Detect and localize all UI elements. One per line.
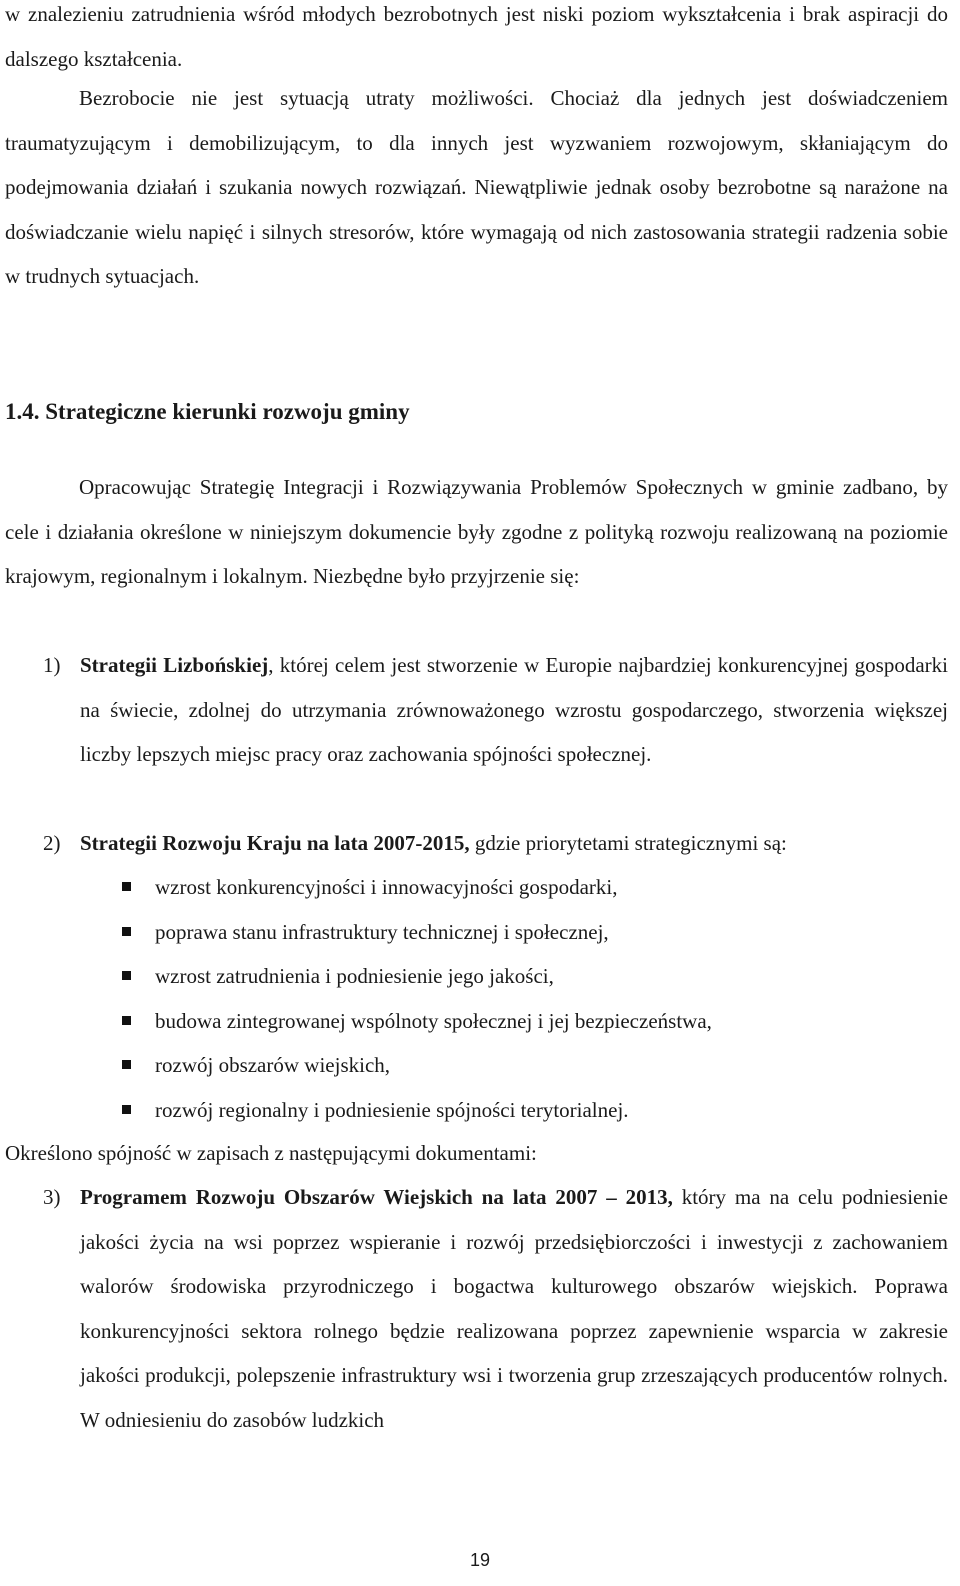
list-item-text: , której celem jest stworzenie w Europie najbardziej konkurencyjnej gospodarki na świecie, zdolnej do utrzymania zrównoważonego wzrostu gospodarczego, stworzenia większej liczby lepszych miejsc pracy oraz zachowania spójności społecznej. <box>80 653 948 766</box>
square-bullet-icon <box>122 1105 131 1114</box>
bullet-item: wzrost konkurencyjności i innowacyjności gospodarki, <box>5 865 948 910</box>
page-number: 19 <box>469 1550 491 1570</box>
list-item-title: Programem Rozwoju Obszarów Wiejskich na lata 2007 – 2013, <box>80 1185 673 1209</box>
square-bullet-icon <box>122 971 131 980</box>
list-number: 3) <box>43 1185 61 1209</box>
list-item-text: gdzie priorytetami strategicznymi są: <box>469 831 787 855</box>
list-number: 1) <box>43 653 61 677</box>
paragraph-unemployment: Bezrobocie nie jest sytuacją utraty możliwości. Chociaż dla jednych jest doświadczeniem traumatyzującym i demobilizującym, to dla innych jest wyzwaniem rozwojowym, skłaniającym do podejmowania działań i szukania nowych rozwiązań. Niewątpliwie jednak osoby bezrobotne są narażone na doświadczanie wielu napięć i silnych stresorów, które wymagają od nich zastosowania strategii radzenia sobie w trudnych sytuacjach. <box>5 86 948 288</box>
section-heading: 1.4. Strategiczne kierunki rozwoju gminy <box>5 399 410 424</box>
priority-bullet-list <box>5 865 948 1132</box>
list-item-text: który ma na celu podniesienie jakości życia na wsi poprzez wspieranie i rozwój przedsiębiorczości i inwestycji z zachowaniem walorów środowiska przyrodniczego i bogactwa kulturowego obszarów wiejskich. Poprawa konkurencyjności sektora rolnego będzie realizowana poprzez zapewnienie wsparcia w zakresie jakości produkcji, polepszenie infrastruktury wsi i tworzenia grup zrzeszających producentów rolnych. W odniesieniu do zasobów ludzkich <box>80 1185 949 1432</box>
list-item-title: Strategii Lizbońskiej <box>80 653 269 677</box>
bullet-item: rozwój regionalny i podniesienie spójności terytorialnej. <box>5 1088 948 1133</box>
square-bullet-icon <box>122 882 131 891</box>
paragraph-strategy-intro: Opracowując Strategię Integracji i Rozwiązywania Problemów Społecznych w gminie zadbano, by cele i działania określone w niniejszym dokumencie były zgodne z polityką rozwoju realizowaną na poziomie krajowym, regionalnym i lokalnym. Niezbędne było przyjrzenie się: <box>5 475 948 588</box>
bullet-item: wzrost zatrudnienia i podniesienie jego jakości, <box>5 954 948 999</box>
list-item-lisbon <box>5 643 948 777</box>
list-item-rural-program <box>5 1175 948 1442</box>
list-item-national-strategy <box>5 821 948 866</box>
paragraph-coherence: Określono spójność w zapisach z następującymi dokumentami: <box>5 1141 537 1165</box>
bullet-item: budowa zintegrowanej wspólnoty społecznej i jej bezpieczeństwa, <box>5 999 948 1044</box>
square-bullet-icon <box>122 1016 131 1025</box>
square-bullet-icon <box>122 927 131 936</box>
bullet-item: rozwój obszarów wiejskich, <box>5 1043 948 1088</box>
bullet-item: poprawa stanu infrastruktury technicznej i społecznej, <box>5 910 948 955</box>
paragraph-intro-continuation: w znalezieniu zatrudnienia wśród młodych bezrobotnych jest niski poziom wykształcenia i brak aspiracji do dalszego kształcenia. <box>5 2 948 71</box>
square-bullet-icon <box>122 1060 131 1069</box>
list-number: 2) <box>43 831 61 855</box>
list-item-title: Strategii Rozwoju Kraju na lata 2007-2015, <box>80 831 470 855</box>
